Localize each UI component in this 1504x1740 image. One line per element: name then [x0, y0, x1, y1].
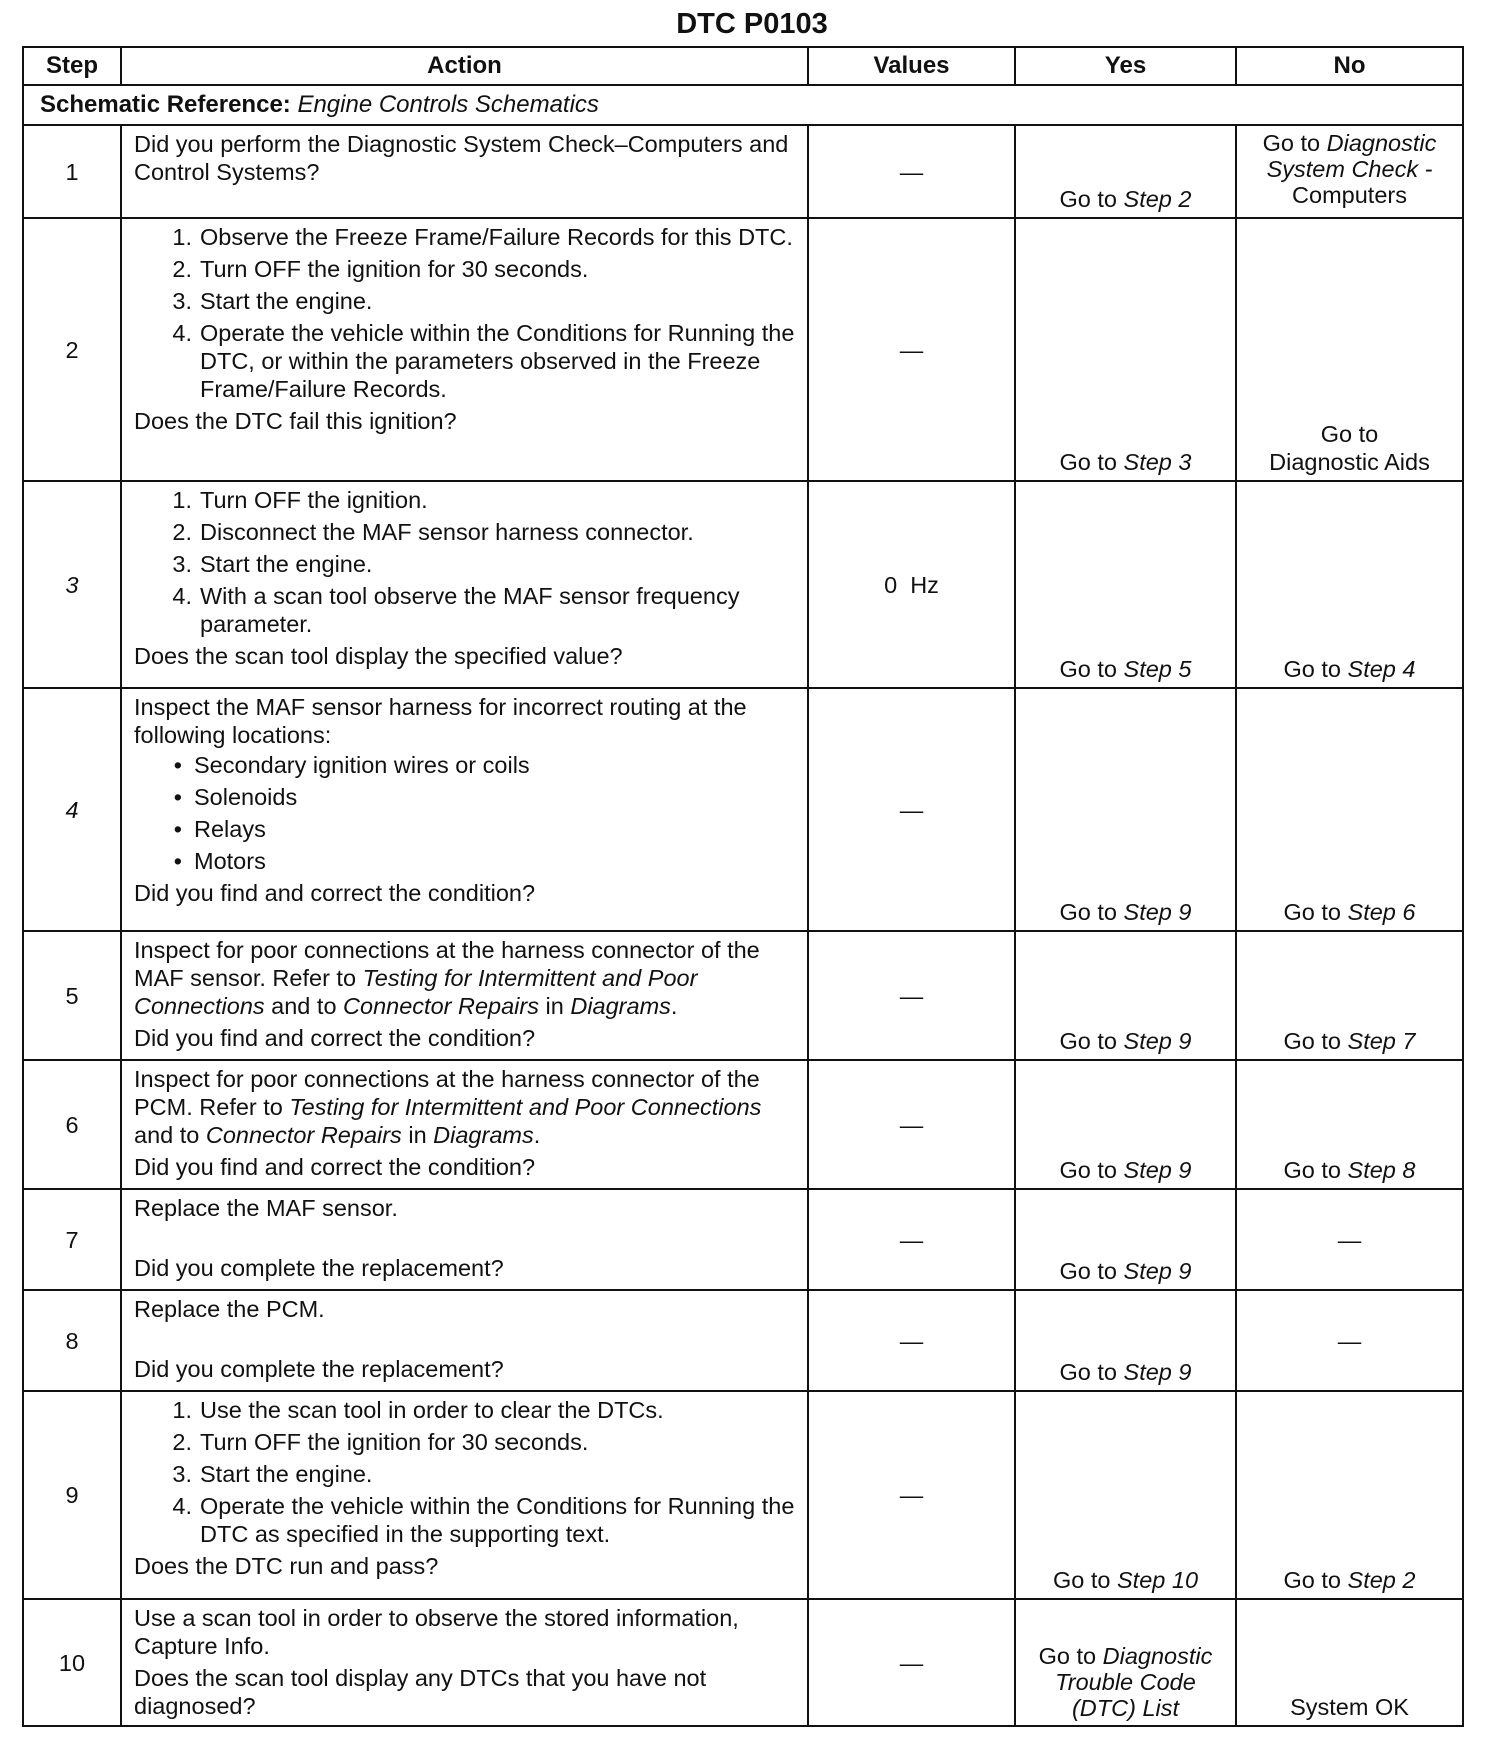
action-cell: [121, 125, 808, 218]
go-to-text: Go to: [1052, 1567, 1111, 1593]
action-cell: [121, 218, 808, 481]
list-item: • Relays: [173, 816, 266, 842]
step-number: 1: [23, 125, 121, 218]
table-row: [23, 1060, 1463, 1189]
go-to-text: Go to: [1059, 899, 1117, 925]
table-row: [23, 218, 1463, 481]
table-row: [23, 125, 1463, 218]
yes-link[interactable]: Step 3: [1123, 449, 1192, 475]
table-row: [23, 1391, 1463, 1599]
no-cell: —: [1236, 1189, 1463, 1290]
list-item: 1. Use the scan tool in order to clear the DTCs.: [172, 1397, 664, 1423]
go-to-text: Go to: [1059, 1359, 1117, 1385]
action-list: [134, 486, 795, 638]
header-step: Step: [23, 47, 121, 85]
action-cell: [121, 931, 808, 1060]
yes-link[interactable]: Diagnostic Trouble Code (DTC) List: [1055, 1643, 1213, 1721]
no-link[interactable]: Step 2: [1347, 1567, 1416, 1593]
yes-cell: [1015, 688, 1236, 931]
action-cell: [121, 1290, 808, 1391]
schematic-row: [23, 85, 1463, 125]
list-item: 2. Disconnect the MAF sensor harness connector.: [172, 519, 694, 545]
step-number: 2: [23, 218, 121, 481]
value-cell: —: [808, 125, 1015, 218]
diagnostic-table: [22, 46, 1464, 1727]
go-to-text: Go to: [1283, 656, 1341, 682]
header-yes: Yes: [1015, 47, 1236, 85]
step-number: 5: [23, 931, 121, 1060]
ref-link[interactable]: Diagrams: [433, 1122, 534, 1148]
go-to-text: Go to: [1059, 449, 1117, 475]
no-cell: [1236, 688, 1463, 931]
yes-link[interactable]: Step 9: [1123, 1157, 1192, 1183]
list-item: 4. With a scan tool observe the MAF sensor frequency parameter.: [172, 583, 740, 637]
action-list: [134, 223, 795, 403]
yes-cell: [1015, 218, 1236, 481]
value-cell: —: [808, 1290, 1015, 1391]
yes-link[interactable]: Step 5: [1123, 656, 1192, 682]
header-values: Values: [808, 47, 1015, 85]
yes-cell: [1015, 931, 1236, 1060]
ref-link[interactable]: Testing for Intermittent and Poor Connections: [289, 1094, 762, 1120]
action-text: Inspect the MAF sensor harness for incorrect routing at the following locations:: [134, 694, 747, 748]
step-number: 10: [23, 1599, 121, 1726]
go-to-text: Go to: [1320, 421, 1379, 447]
step-number: 7: [23, 1189, 121, 1290]
action-text: Inspect for poor connections at the harness connector of the MAF sensor. Refer to Testing for Intermittent and Poor Connections and to Connector Repairs in Diagrams.: [134, 937, 760, 1019]
list-item: 1. Turn OFF the ignition.: [172, 487, 428, 513]
yes-link[interactable]: Step 2: [1123, 186, 1192, 212]
action-cell: [121, 1391, 808, 1599]
no-cell: —: [1236, 1290, 1463, 1391]
action-text: Did you perform the Diagnostic System Check–Computers and Control Systems?: [134, 131, 789, 185]
action-question: Did you find and correct the condition?: [134, 880, 536, 906]
action-question: Did you complete the replacement?: [134, 1255, 504, 1281]
list-item: 4. Operate the vehicle within the Conditions for Running the DTC as specified in the supporting text.: [172, 1493, 795, 1547]
action-text: Use a scan tool in order to observe the stored information, Capture Info.: [134, 1605, 739, 1659]
action-text: Replace the MAF sensor.: [134, 1195, 398, 1221]
ref-link[interactable]: Diagrams: [570, 993, 671, 1019]
action-cell: [121, 1060, 808, 1189]
page-title: DTC P0103: [676, 8, 828, 40]
schematic-label: Schematic Reference:: [40, 91, 291, 118]
list-item: • Secondary ignition wires or coils: [173, 752, 530, 778]
list-item: 1. Observe the Freeze Frame/Failure Records for this DTC.: [172, 224, 793, 250]
yes-cell: [1015, 1290, 1236, 1391]
table-row: [23, 1290, 1463, 1391]
list-item: • Motors: [173, 848, 266, 874]
ref-link[interactable]: Connector Repairs: [205, 1122, 402, 1148]
go-to-text: Go to: [1283, 1157, 1341, 1183]
go-to-text: Go to: [1059, 1258, 1117, 1284]
header-row: [23, 47, 1463, 85]
action-question: Does the DTC run and pass?: [134, 1553, 439, 1579]
value-cell: —: [808, 218, 1015, 481]
value-cell: 0 Hz: [808, 481, 1015, 688]
no-cell: [1236, 125, 1463, 218]
action-text: Replace the PCM.: [134, 1296, 325, 1322]
go-to-text: Go to: [1283, 1567, 1341, 1593]
table-row: [23, 1599, 1463, 1726]
yes-link[interactable]: Step 9: [1123, 1359, 1192, 1385]
no-link[interactable]: Diagnostic System Check -: [1266, 130, 1437, 182]
header-no: No: [1236, 47, 1463, 85]
action-list: [134, 1396, 795, 1548]
yes-cell: [1015, 1599, 1236, 1726]
list-item: 4. Operate the vehicle within the Conditions for Running the DTC, or within the parameters observed in the Freeze Frame/Failure Records.: [172, 320, 795, 402]
ref-link[interactable]: Testing for Intermittent and Poor Connections: [134, 965, 698, 1019]
no-cell: [1236, 218, 1463, 481]
no-link[interactable]: Step 7: [1347, 1028, 1416, 1054]
action-question: Did you find and correct the condition?: [134, 1025, 536, 1051]
list-item: 2. Turn OFF the ignition for 30 seconds.: [172, 256, 589, 282]
action-cell: [121, 1599, 808, 1726]
yes-link[interactable]: Step 10: [1117, 1567, 1199, 1593]
go-to-text: Go to: [1059, 1028, 1117, 1054]
go-to-text: Go to: [1059, 1157, 1117, 1183]
no-link[interactable]: Diagnostic Aids: [1269, 449, 1430, 475]
yes-cell: [1015, 1189, 1236, 1290]
value-cell: —: [808, 1599, 1015, 1726]
yes-link[interactable]: Step 9: [1123, 1028, 1192, 1054]
table-row: [23, 1189, 1463, 1290]
action-question: Does the scan tool display the specified value?: [134, 643, 623, 669]
list-item: 2. Turn OFF the ignition for 30 seconds.: [172, 1429, 589, 1455]
value-cell: —: [808, 1391, 1015, 1599]
step-number: 8: [23, 1290, 121, 1391]
action-cell: [121, 688, 808, 931]
no-cell: [1236, 1060, 1463, 1189]
value-cell: —: [808, 931, 1015, 1060]
yes-cell: [1015, 125, 1236, 218]
go-to-text: Go to: [1038, 1643, 1097, 1669]
ref-link[interactable]: Connector Repairs: [343, 993, 539, 1019]
yes-cell: [1015, 481, 1236, 688]
step-number: 3: [23, 481, 121, 688]
yes-link[interactable]: Step 9: [1123, 899, 1192, 925]
go-to-text: Go to: [1283, 1028, 1341, 1054]
no-cell: [1236, 931, 1463, 1060]
list-item: 3. Start the engine.: [172, 551, 373, 577]
yes-link[interactable]: Step 9: [1123, 1258, 1192, 1284]
go-to-text: Go to: [1262, 130, 1321, 156]
value-cell: —: [808, 1060, 1015, 1189]
yes-cell: [1015, 1060, 1236, 1189]
action-question: Did you find and correct the condition?: [134, 1154, 536, 1180]
go-to-text: Go to: [1283, 899, 1341, 925]
action-text: Inspect for poor connections at the harness connector of the PCM. Refer to Testing for Intermittent and Poor Connections and to Connector Repairs in Diagrams.: [134, 1066, 762, 1148]
no-link[interactable]: Step 4: [1347, 656, 1416, 682]
value-cell: —: [808, 688, 1015, 931]
no-extra: Computers: [1292, 182, 1407, 208]
step-number: 4: [23, 688, 121, 931]
table-row: [23, 688, 1463, 931]
header-action: Action: [121, 47, 808, 85]
table-row: [23, 931, 1463, 1060]
no-link[interactable]: Step 8: [1347, 1157, 1416, 1183]
bullet-list: [134, 751, 795, 875]
go-to-text: Go to: [1059, 186, 1117, 212]
no-cell: [1236, 1391, 1463, 1599]
schematic-reference: [23, 85, 1463, 125]
action-question: Does the DTC fail this ignition?: [134, 408, 457, 434]
action-question: Did you complete the replacement?: [134, 1356, 504, 1382]
no-cell: [1236, 481, 1463, 688]
yes-cell: [1015, 1391, 1236, 1599]
no-link[interactable]: Step 6: [1347, 899, 1416, 925]
list-item: 3. Start the engine.: [172, 1461, 373, 1487]
schematic-ref: Engine Controls Schematics: [297, 91, 599, 118]
list-item: • Solenoids: [173, 784, 298, 810]
no-cell: System OK: [1236, 1599, 1463, 1726]
list-item: 3. Start the engine.: [172, 288, 373, 314]
table-row: [23, 481, 1463, 688]
action-question: Does the scan tool display any DTCs that you have not diagnosed?: [134, 1665, 707, 1719]
step-number: 9: [23, 1391, 121, 1599]
action-cell: [121, 481, 808, 688]
go-to-text: Go to: [1059, 656, 1117, 682]
action-cell: [121, 1189, 808, 1290]
step-number: 6: [23, 1060, 121, 1189]
value-cell: —: [808, 1189, 1015, 1290]
